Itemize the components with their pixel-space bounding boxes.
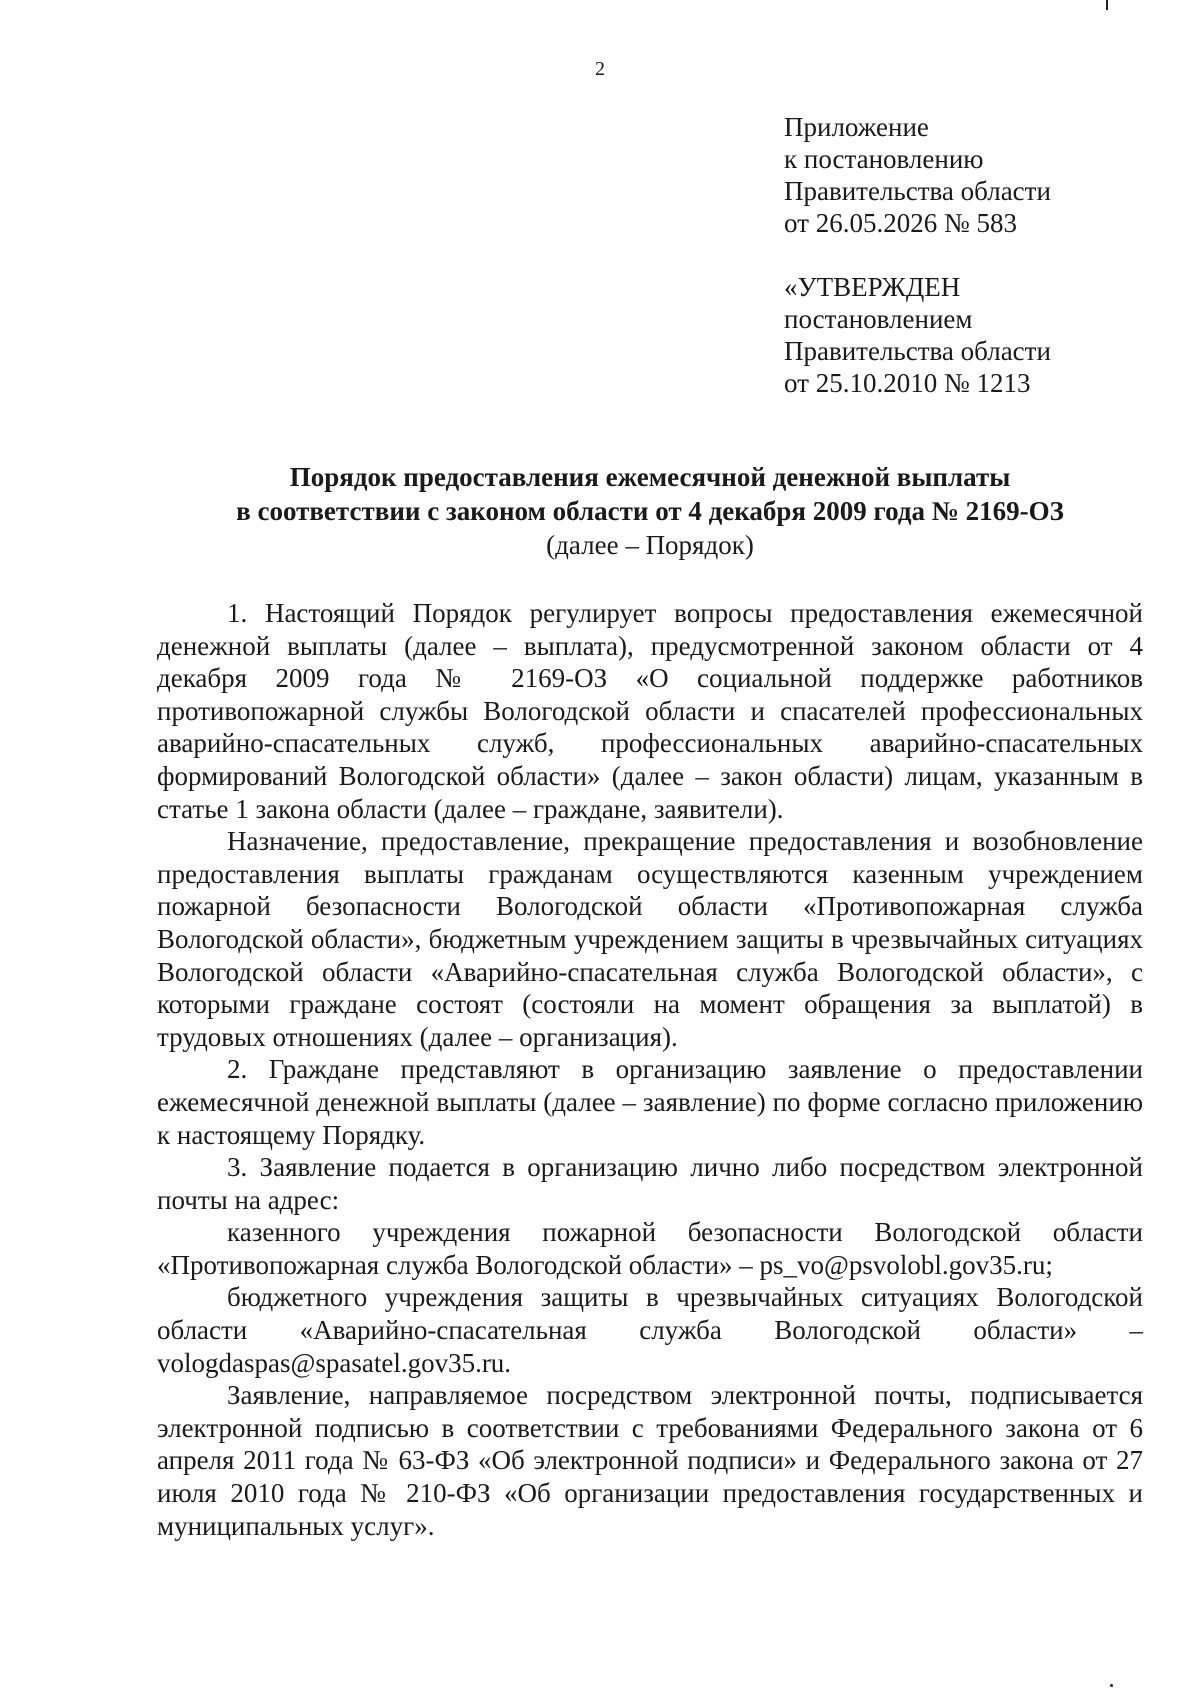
appendix-line-4: от 26.05.2026 № 583	[784, 208, 1017, 238]
document-body	[157, 597, 1143, 1542]
paragraph-1: 1. Настоящий Порядок регулирует вопросы предоставления ежемесячной денежной выплаты (далее – выплата), предусмотренной законом области от 4 декабря 2009 года № 2169-ОЗ «О социальной поддержке работников противопожарной службы Вологодской области и спасателей профессиональных аварийно-спасательных служб, профессиональных аварийно-спасательных формирований Вологодской области» (далее – закон области) лицам, указанным в статье 1 закона области (далее – граждане, заявители).	[157, 598, 1143, 824]
page-number: 2	[595, 58, 605, 80]
title-line-3: (далее – Порядок)	[546, 530, 754, 560]
appendix-line-3: Правительства области	[784, 176, 1051, 206]
appendix-header	[784, 111, 1164, 239]
scan-artifact-bottom-right	[1110, 1684, 1113, 1687]
approved-line-3: Правительства области	[784, 336, 1051, 366]
paragraph-3: 2. Граждане представляют в организацию заявление о предоставлении ежемесячной денежной выплаты (далее – заявление) по форме согласно приложению к настоящему Порядку.	[157, 1054, 1143, 1150]
appendix-line-1: Приложение	[784, 112, 929, 142]
appendix-line-2: к постановлению	[784, 144, 984, 174]
title-line-1: Порядок предоставления ежемесячной денежной выплаты	[289, 462, 1011, 492]
approval-stamp	[784, 271, 1164, 399]
paragraph-7: Заявление, направляемое посредством электронной почты, подписывается электронной подписью в соответствии с требованиями Федерального закона от 6 апреля 2011 года № 63-ФЗ «Об электронной подписи» и Федерального закона от 27 июля 2010 года № 210-ФЗ «Об организации предоставления государственных и муниципальных услуг».	[157, 1380, 1143, 1541]
approved-line-4: от 25.10.2010 № 1213	[784, 368, 1031, 398]
title-line-2: в соответствии с законом области от 4 декабря 2009 года № 2169-ОЗ	[236, 496, 1064, 526]
paragraph-6: бюджетного учреждения защиты в чрезвычайных ситуациях Вологодской области «Аварийно-спасательная служба Вологодской области» – vologdaspas@spasatel.gov35.ru.	[157, 1282, 1143, 1378]
paragraph-4: 3. Заявление подается в организацию лично либо посредством электронной почты на адрес:	[157, 1152, 1143, 1215]
paragraph-2: Назначение, предоставление, прекращение предоставления и возобновление предоставления выплаты гражданам осуществляются казенным учреждением пожарной безопасности Вологодской области «Противопожарная служба Вологодской области», бюджетным учреждением защиты в чрезвычайных ситуациях Вологодской области «Аварийно-спасательная служба Вологодской области», с которыми граждане состоят (состояли на момент обращения за выплатой) в трудовых отношениях (далее – организация).	[157, 826, 1143, 1052]
scan-artifact-top-right	[1106, 0, 1108, 10]
document-title	[120, 460, 1180, 562]
paragraph-5: казенного учреждения пожарной безопасности Вологодской области «Противопожарная служба Вологодской области» – ps_vo@psvolobl.gov35.ru;	[157, 1217, 1143, 1280]
approved-line-1: «УТВЕРЖДЕН	[784, 272, 961, 302]
approved-line-2: постановлением	[784, 304, 973, 334]
